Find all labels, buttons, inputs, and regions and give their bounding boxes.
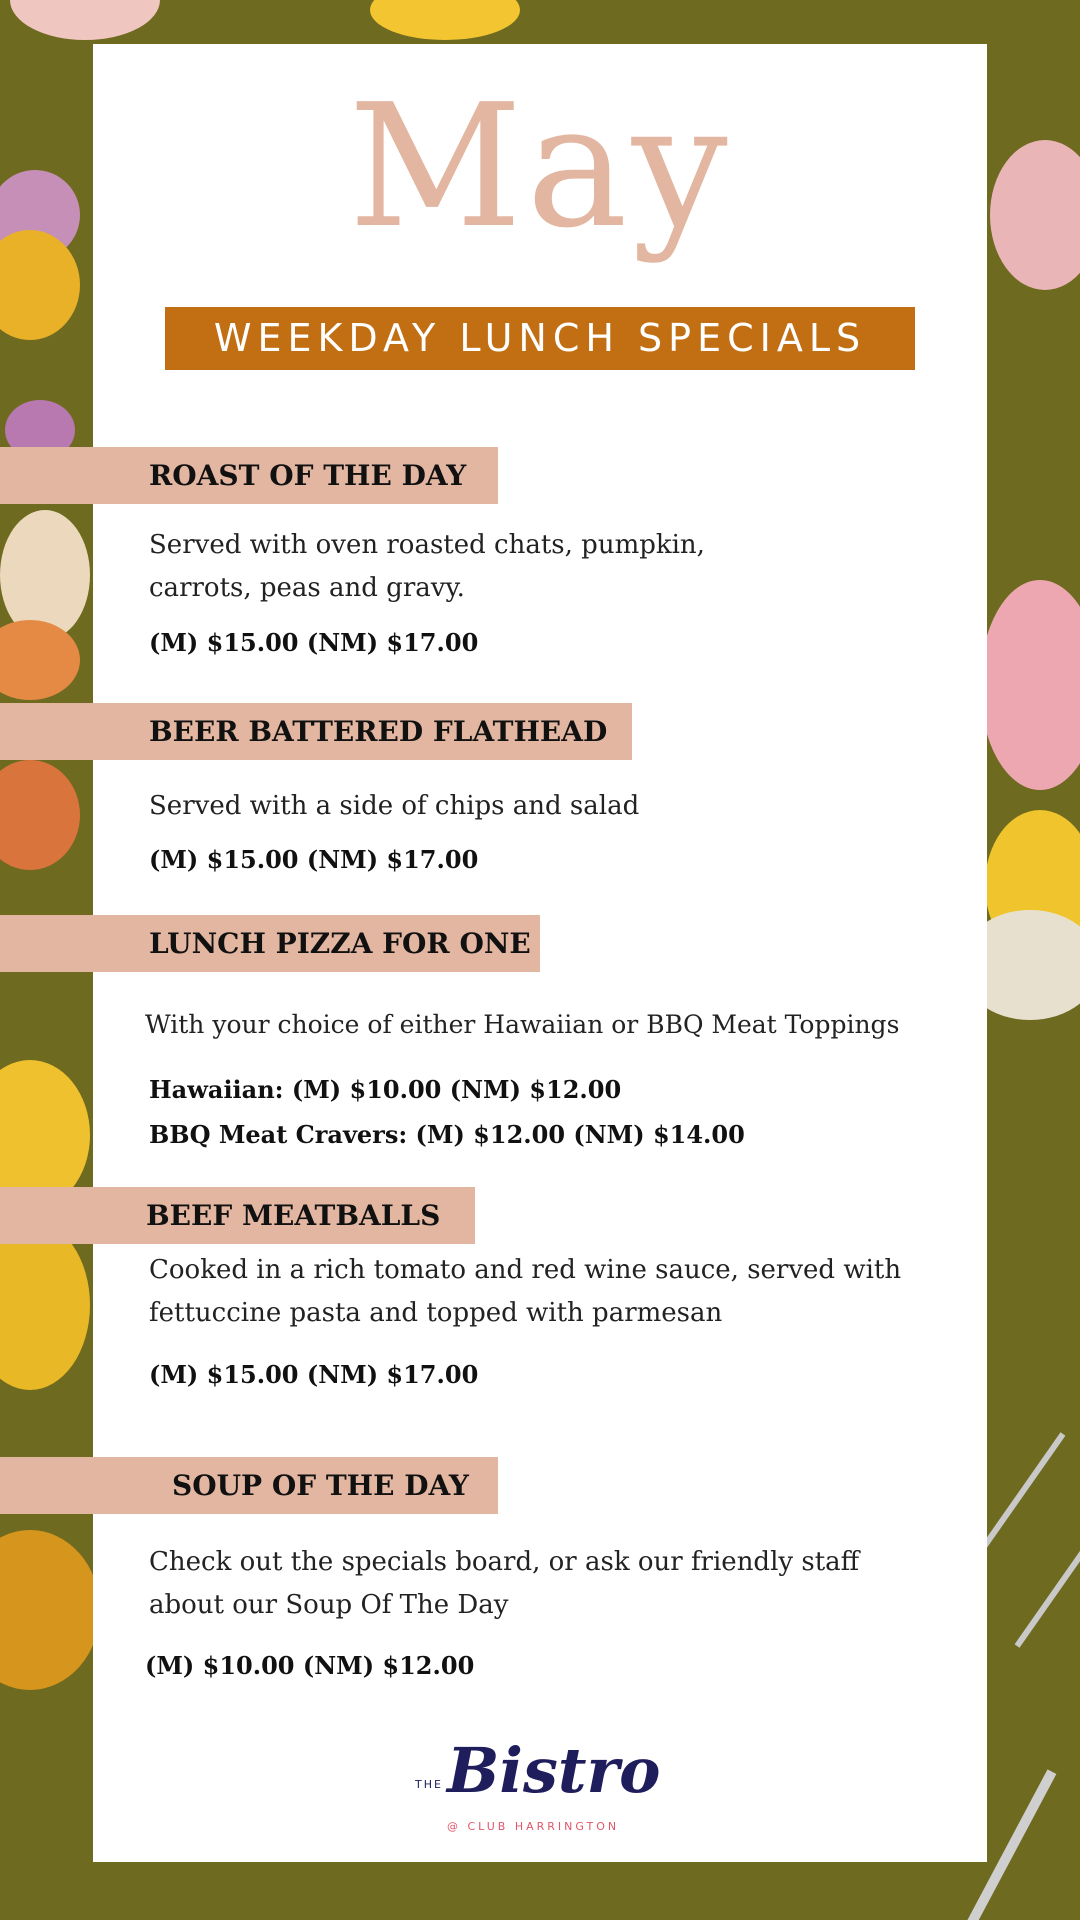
item-desc-soup: Check out the specials board, or ask our friendly staff about our Soup Of The Day (149, 1547, 860, 1620)
flower-pink-top-left (10, 0, 160, 40)
item-price-roast: (M) $15.00 (NM) $17.00 (149, 628, 479, 657)
item-price-pizza-bbq: BBQ Meat Cravers: (M) $12.00 (NM) $14.00 (149, 1120, 745, 1149)
page-title: May (348, 68, 732, 266)
item-title-roast: ROAST OF THE DAY (0, 447, 498, 504)
flower-cream-left (0, 510, 90, 640)
flower-pink-right-2 (980, 580, 1080, 790)
flower-orange-left (0, 620, 80, 700)
spice-powder-left (0, 1530, 100, 1690)
flower-orange-left-2 (0, 760, 80, 870)
specials-banner: WEEKDAY LUNCH SPECIALS (165, 307, 915, 370)
item-title-meatballs: BEEF MEATBALLS (0, 1187, 475, 1244)
item-price-flathead: (M) $15.00 (NM) $17.00 (149, 845, 479, 874)
item-price-meatballs: (M) $15.00 (NM) $17.00 (149, 1360, 479, 1389)
item-desc-pizza: With your choice of either Hawaiian or BBQ Meat Toppings (145, 1010, 900, 1039)
flower-pink-right (990, 140, 1080, 290)
item-title-flathead: BEER BATTERED FLATHEAD (0, 703, 632, 760)
item-title-soup: SOUP OF THE DAY (0, 1457, 498, 1514)
item-desc-meatballs: Cooked in a rich tomato and red wine sauce, served with fettuccine pasta and topped with parmesan (149, 1255, 902, 1328)
flower-yellow-left (0, 230, 80, 340)
bistro-logo: THE Bistro @ CLUB HARRINGTON (415, 1734, 661, 1833)
item-desc-roast: Served with oven roasted chats, pumpkin, carrots, peas and gravy. (149, 530, 705, 603)
flower-yellow-top (370, 0, 520, 40)
item-desc-flathead: Served with a side of chips and salad (149, 791, 640, 821)
item-price-soup: (M) $10.00 (NM) $12.00 (145, 1651, 475, 1680)
flower-yellow-left-3 (0, 1220, 90, 1390)
item-price-pizza-hawaiian: Hawaiian: (M) $10.00 (NM) $12.00 (149, 1075, 622, 1104)
item-title-pizza: LUNCH PIZZA FOR ONE (0, 915, 540, 972)
